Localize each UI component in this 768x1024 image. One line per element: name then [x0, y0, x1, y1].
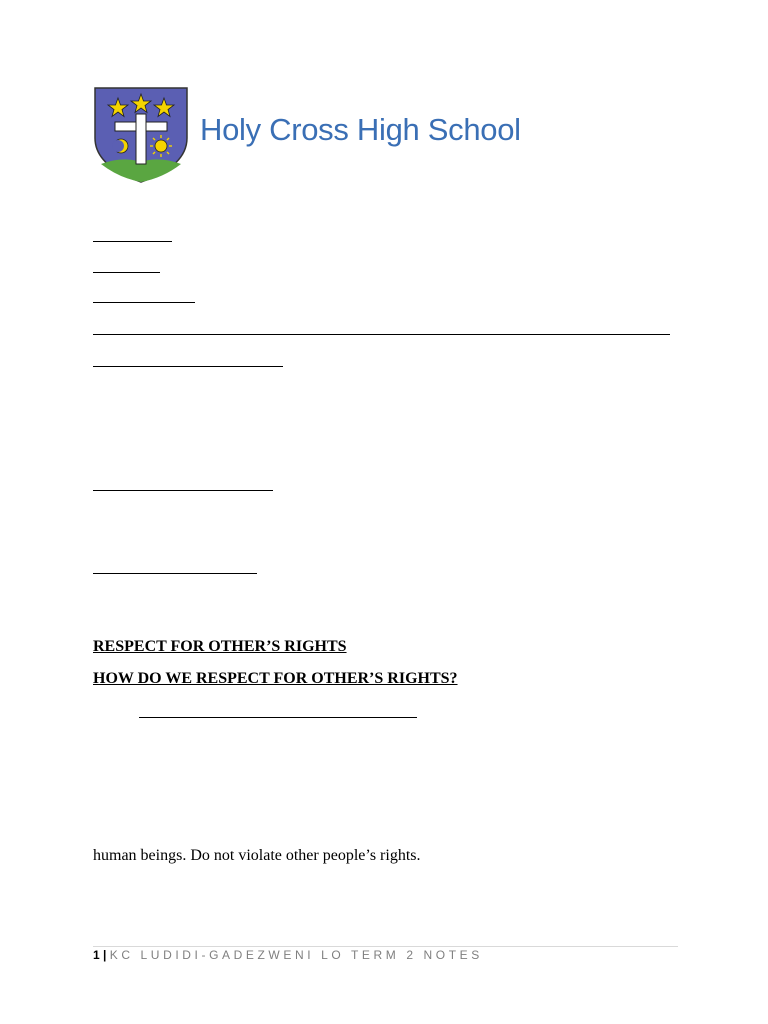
school-name: Holy Cross High School [200, 112, 521, 147]
page-footer [93, 948, 483, 962]
body-paragraph: human beings. Do not violate other people’s rights. [93, 847, 421, 864]
blank-line [93, 573, 257, 574]
section-heading: HOW DO WE RESPECT FOR OTHER’S RIGHTS? [93, 670, 458, 687]
footer-title: KC LUDIDI-GADEZWENI LO TERM 2 NOTES [109, 948, 483, 962]
blank-line [139, 717, 417, 718]
footer-divider [93, 946, 678, 947]
blank-line [93, 272, 160, 273]
section-heading: RESPECT FOR OTHER’S RIGHTS [93, 638, 347, 655]
blank-line [93, 302, 195, 303]
blank-line [93, 241, 172, 242]
page-number: 1 [93, 948, 100, 962]
blank-line [93, 366, 283, 367]
blank-line [93, 334, 670, 335]
footer-separator: | [103, 948, 107, 962]
school-crest-icon [93, 86, 189, 184]
blank-line [93, 490, 273, 491]
